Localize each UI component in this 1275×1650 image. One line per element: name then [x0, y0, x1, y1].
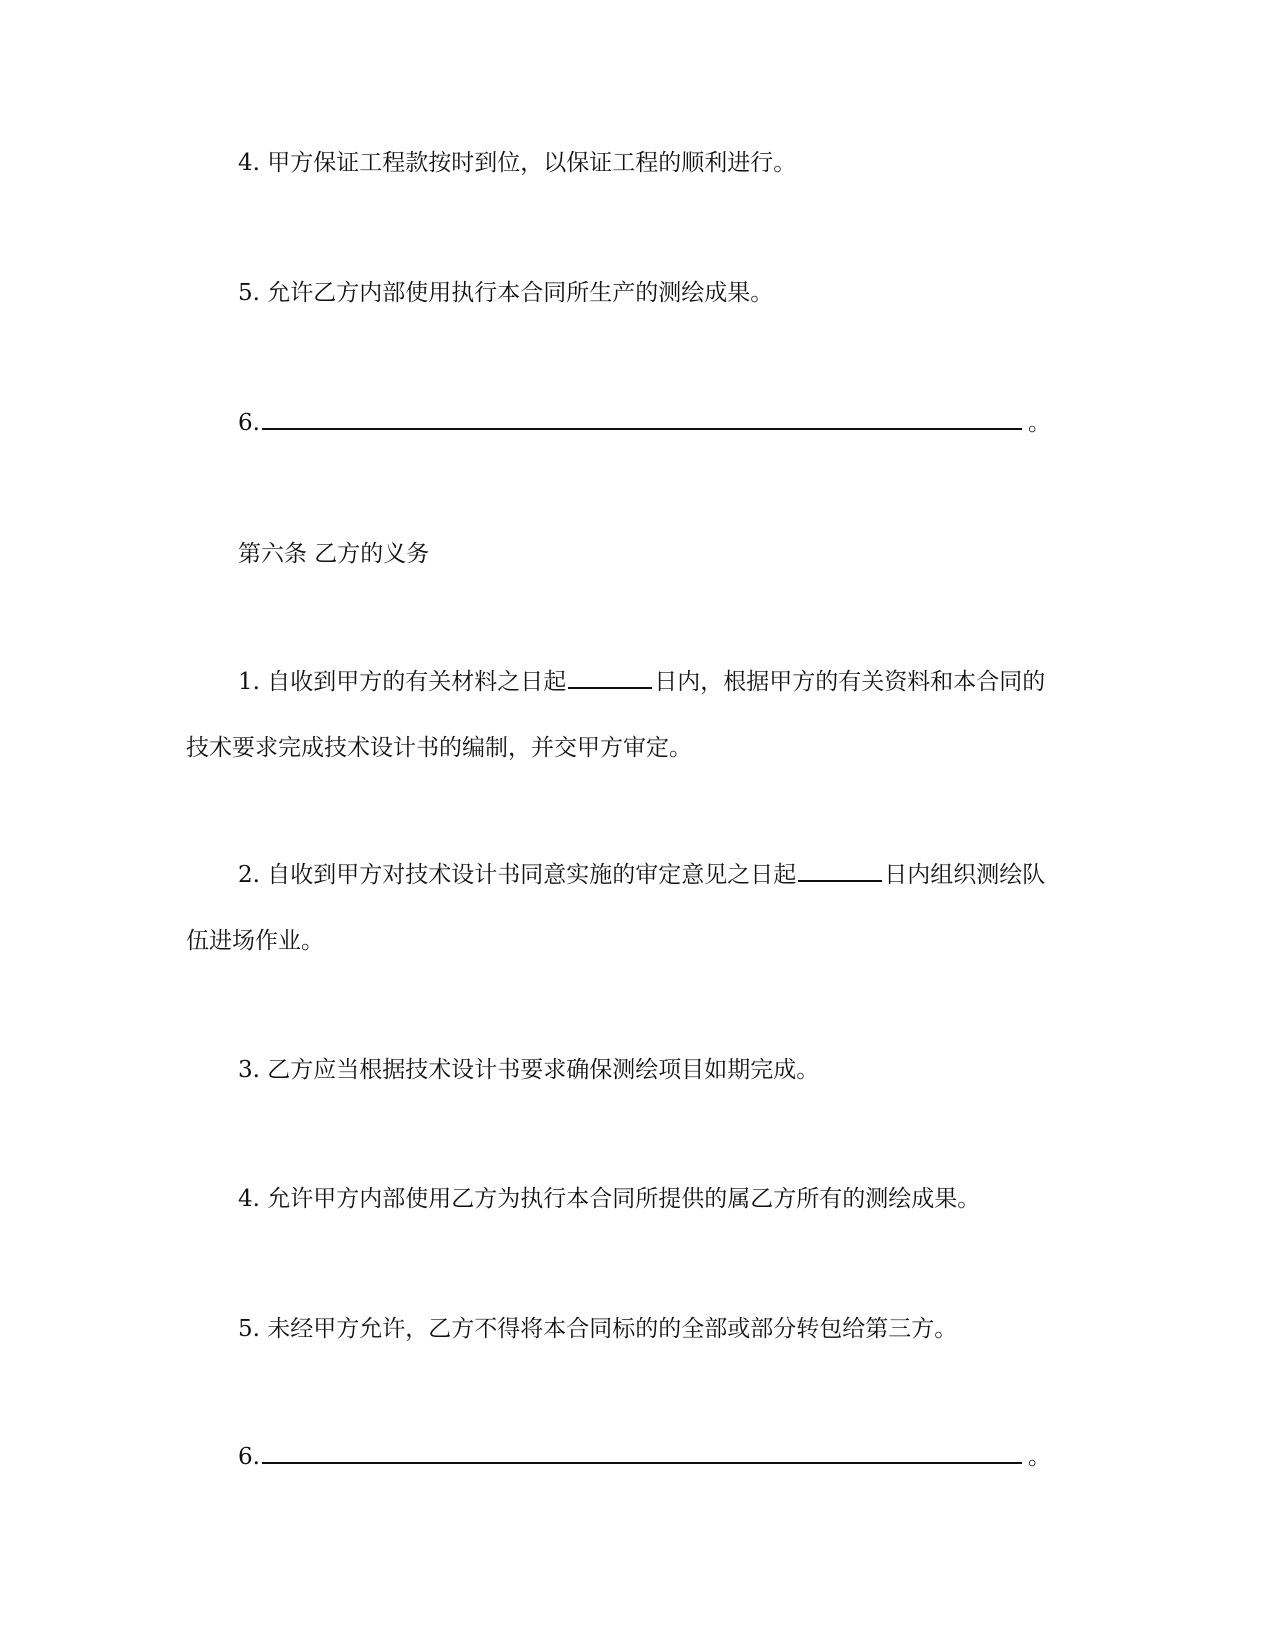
party-b-item-1-line2: 技术要求完成技术设计书的编制，并交甲方审定。	[186, 735, 692, 761]
days-blank[interactable]	[798, 860, 882, 882]
item-period: 。	[1027, 1444, 1051, 1470]
party-a-item-5: 5. 允许乙方内部使用执行本合同所生产的测绘成果。	[238, 280, 774, 306]
party-b-item-6	[238, 1442, 1051, 1472]
party-b-item-1-line1	[238, 667, 1045, 697]
item-text: 日内，根据甲方的有关资料和本合同的	[654, 669, 1046, 695]
item-number: 6.	[238, 410, 260, 436]
fill-in-blank[interactable]	[262, 1442, 1022, 1464]
party-a-item-4: 4. 甲方保证工程款按时到位，以保证工程的顺利进行。	[238, 150, 797, 176]
party-b-item-4: 4. 允许甲方内部使用乙方为执行本合同所提供的属乙方所有的测绘成果。	[238, 1186, 981, 1212]
party-a-item-6	[238, 408, 1051, 438]
item-text: 日内组织测绘队	[884, 862, 1046, 888]
item-number: 6.	[238, 1444, 260, 1470]
days-blank[interactable]	[568, 667, 652, 689]
party-b-item-2-line2: 伍进场作业。	[186, 928, 324, 954]
article-six-heading: 第六条 乙方的义务	[238, 541, 430, 567]
party-b-item-5: 5. 未经甲方允许，乙方不得将本合同标的的全部或部分转包给第三方。	[238, 1316, 958, 1342]
fill-in-blank[interactable]	[262, 408, 1022, 430]
item-period: 。	[1027, 410, 1051, 436]
party-b-item-3: 3. 乙方应当根据技术设计书要求确保测绘项目如期完成。	[238, 1057, 820, 1083]
party-b-item-2-line1	[238, 860, 1045, 890]
item-text: 1. 自收到甲方的有关材料之日起	[238, 669, 567, 695]
item-text: 2. 自收到甲方对技术设计书同意实施的审定意见之日起	[238, 862, 797, 888]
